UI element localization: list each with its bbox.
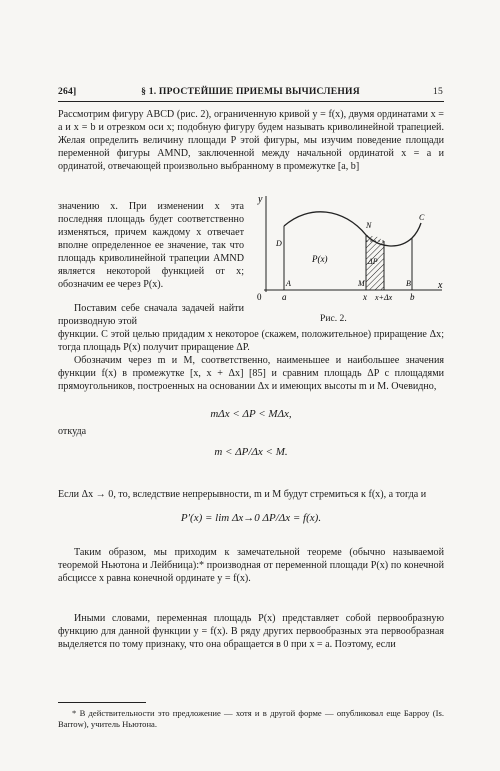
label-D: D (276, 239, 282, 248)
paragraph-2: функции. С этой целью придадим x некоторое (скажем, положительное) приращение Δx; тогда площадь P(x) получит приращение ΔP. (58, 329, 444, 353)
label-a: a (282, 292, 287, 302)
header-right-number: 15 (433, 86, 443, 97)
paragraph-1-continued: значению x. При изменении x эта последняя площадь будет соответственно изменяться, причем каждому x отвечает вполне определенное ее значение, так что площадь криволинейной трапеции AMND является некоторой функцией от x; обозначим ее через P(x). (58, 201, 244, 290)
formula-inequality-1: mΔx < ΔP < MΔx, (210, 408, 292, 420)
label-b: b (410, 292, 415, 302)
label-B: B (406, 279, 411, 288)
paragraph-2-start: Поставим себе сначала задачей найти производную этой (58, 303, 244, 327)
header-rule (58, 101, 444, 102)
label-x-tick: x (363, 292, 367, 302)
label-P-of-x: P(x) (312, 254, 328, 264)
footnote-rule (58, 702, 146, 703)
paragraph-5: Таким образом, мы приходим к замечательной теореме (обычно называемой теоремой Ньютона и Лейбница):* производная от переменной площади P(x) по конечной абсциссе x равна конечной ординате y = f(x). (58, 547, 444, 584)
figure-2 (254, 190, 446, 310)
paragraph-1: Рассмотрим фигуру ABCD (рис. 2), ограниченную кривой y = f(x), двумя ординатами x = a и x = b и отрезком оси x; подобную фигуру будем называть криволинейной трапецией. Желая определить величину площади P этой фигуры, мы изучим поведение площади переменной фигуры AMND, заключенной между начальной ординатой x = a и ординатой, отвечающей произвольно выбранному в промежутке [a, b] (58, 109, 444, 172)
paragraph-6: Иными словами, переменная площадь P(x) представляет собой первообразную функцию для данной функции y = f(x). В ряду других первообразных эта первообразная выделяется по тому признаку, что она обращается в 0 при x = a. Поэтому, если (58, 613, 444, 650)
label-x-plus-dx: x+Δx (375, 293, 393, 302)
label-origin: 0 (257, 292, 262, 302)
label-y: y (258, 194, 263, 205)
page-number: 264] (58, 86, 77, 97)
page-header (58, 86, 443, 100)
label-x-axis: x (438, 280, 443, 291)
section-title: § 1. ПРОСТЕЙШИЕ ПРИЕМЫ ВЫЧИСЛЕНИЯ (141, 86, 360, 97)
word-otkuda: откуда (58, 426, 87, 437)
label-N: N (366, 221, 372, 230)
figure-caption: Рис. 2. (320, 313, 347, 324)
label-M: M (358, 279, 365, 288)
formula-derivative: P′(x) = lim Δx→0 ΔP/Δx = f(x). (180, 512, 322, 524)
curve-y-f-x (284, 212, 421, 246)
paragraph-3: Обозначим через m и M, соответственно, наименьшее и наибольшее значения функции f(x) в промежутке [x, x + Δx] [85] и сравним площадь ΔP с площадями прямоугольников, построенных на основании Δx и имеющих высоты m и M. Очевидно, (58, 355, 444, 392)
formula-inequality-2: m < ΔP/Δx < M. (214, 446, 288, 458)
footnote: * В действительности это предложение — хотя и в другой форме — опубликовал еще Барроу (Is. Barrow), учитель Ньютона. (58, 708, 444, 729)
label-delta-P: ΔP (368, 257, 378, 266)
paragraph-4: Если Δx → 0, то, вследствие непрерывности, m и M будут стремиться к f(x), а тогда и (58, 489, 427, 500)
label-C: C (419, 213, 425, 222)
label-A: A (286, 279, 291, 288)
